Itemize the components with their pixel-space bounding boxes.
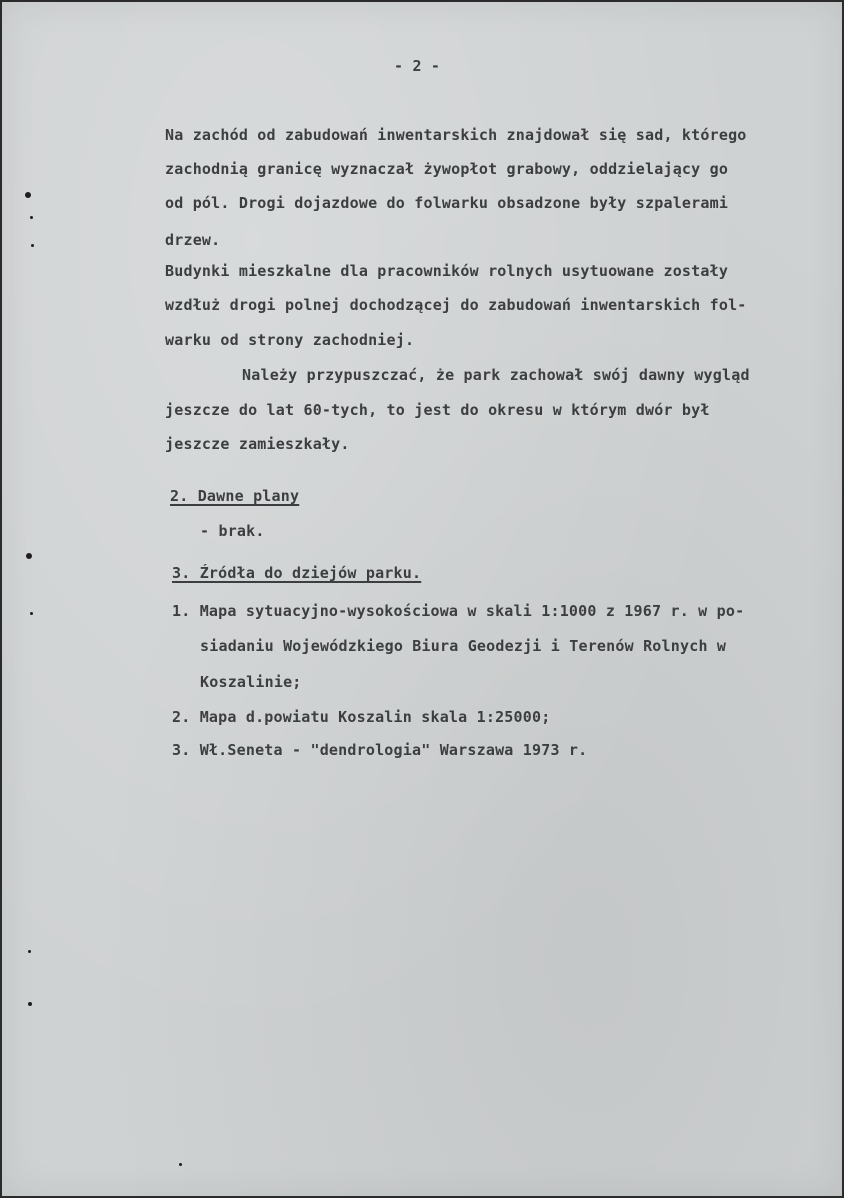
- paragraph-1-line-4: drzew.: [165, 231, 221, 249]
- section-3-item-3: 3. Wł.Seneta - "dendrologia" Warszawa 1973 r.: [172, 741, 588, 759]
- section-3-item-1-line-3: Koszalinie;: [200, 673, 302, 691]
- margin-speck: [30, 612, 33, 615]
- paragraph-3-line-3: jeszcze zamieszkały.: [165, 435, 350, 453]
- paragraph-1-line-3: od pól. Drogi dojazdowe do folwarku obsadzone były szpalerami: [165, 194, 729, 212]
- paragraph-2-line-1: Budynki mieszkalne dla pracowników rolnych usytuowane zostały: [165, 262, 729, 280]
- section-3-item-2: 2. Mapa d.powiatu Koszalin skala 1:25000;: [172, 708, 551, 726]
- margin-speck: [25, 192, 31, 198]
- section-3-heading: 3. Źródła do dziejów parku.: [172, 564, 422, 582]
- section-3-item-1-line-1: 1. Mapa sytuacyjno-wysokościowa w skali 1:1000 z 1967 r. w po-: [172, 602, 745, 620]
- margin-speck: [31, 244, 34, 247]
- margin-speck: [28, 950, 31, 953]
- section-2-heading: 2. Dawne plany: [170, 487, 300, 505]
- margin-speck: [179, 1163, 182, 1166]
- paragraph-3-line-1: Należy przypuszczać, że park zachował swój dawny wygląd: [242, 366, 750, 384]
- paragraph-1-line-1: Na zachód od zabudowań inwentarskich znajdował się sad, którego: [165, 126, 747, 144]
- paragraph-2-line-3: warku od strony zachodniej.: [165, 331, 415, 349]
- paragraph-1-line-2: zachodnią granicę wyznaczał żywopłot grabowy, oddzielający go: [165, 160, 729, 178]
- section-2-item: - brak.: [200, 522, 265, 540]
- margin-speck: [30, 216, 33, 219]
- section-3-item-1-line-2: siadaniu Wojewódzkiego Biura Geodezji i Terenów Rolnych w: [200, 637, 727, 655]
- paragraph-3-line-2: jeszcze do lat 60-tych, to jest do okresu w którym dwór był: [165, 401, 710, 419]
- page-number: - 2 -: [394, 57, 441, 75]
- paragraph-2-line-2: wzdłuż drogi polnej dochodzącej do zabudowań inwentarskich fol-: [165, 296, 747, 314]
- margin-speck: [26, 553, 32, 559]
- margin-speck: [28, 1002, 32, 1006]
